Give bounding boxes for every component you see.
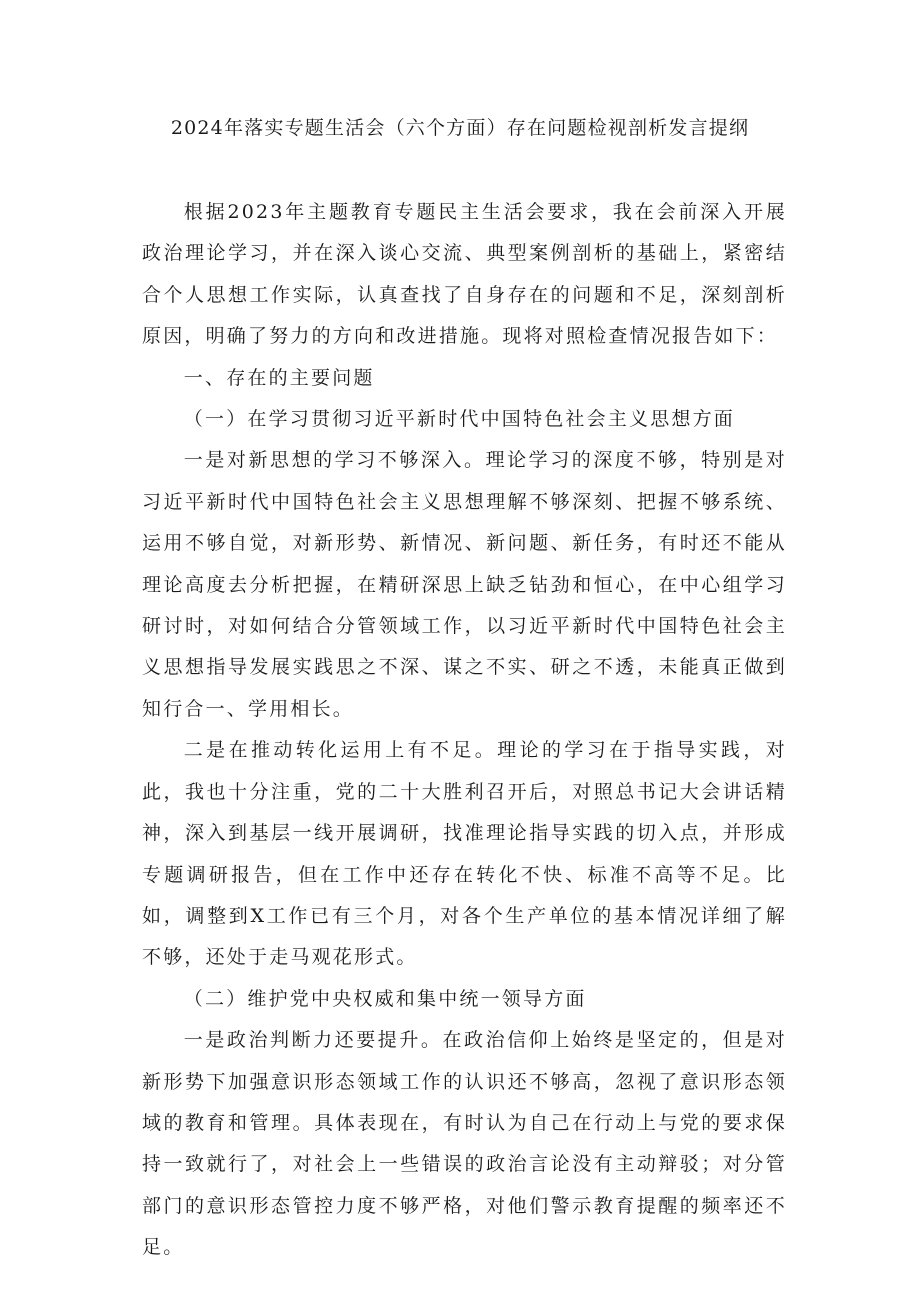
document-title: 2024年落实专题生活会（六个方面）存在问题检视剖析发言提纲 bbox=[170, 117, 750, 139]
body-paragraph: 一是对新思想的学习不够深入。理论学习的深度不够，特别是对习近平新时代中国特色社会主义思想理解不够深刻、把握不够系统、运用不够自觉，对新形势、新情况、新问题、新任务，有时还不能从理论高度去分析把握，在精研深思上缺乏钻劲和恒心，在中心组学习研讨时，对如何结合分管领域工作，以习近平新时代中国特色社会主义思想指导发展实践思之不深、谋之不实、研之不透，未能真正做到知行合一、学用相长。 bbox=[142, 449, 787, 720]
body-paragraph: 一是政治判断力还要提升。在政治信仰上始终是坚定的，但是对新形势下加强意识形态领域工作的认识还不够高，忽视了意识形态领域的教育和管理。具体表现在，有时认为自己在行动上与党的要求保持一致就行了，对社会上一些错误的政治言论没有主动辩驳；对分管部门的意识形态管控力度不够严格，对他们警示教育提醒的频率还不足。 bbox=[142, 1029, 787, 1259]
section-heading: 一、存在的主要问题 bbox=[183, 366, 375, 389]
subsection-heading: （二）维护党中央权威和集中统一领导方面 bbox=[183, 987, 587, 1010]
subsection-heading: （一）在学习贯彻习近平新时代中国特色社会主义思想方面 bbox=[183, 408, 735, 431]
document-body bbox=[142, 192, 787, 1269]
intro-paragraph: 根据2023年主题教育专题民主生活会要求，我在会前深入开展政治理论学习，并在深入谈心交流、典型案例剖析的基础上，紧密结合个人思想工作实际，认真查找了自身存在的问题和不足，深刻剖析原因，明确了努力的方向和改进措施。现将对照检查情况报告如下： bbox=[142, 201, 787, 348]
body-paragraph: 二是在推动转化运用上有不足。理论的学习在于指导实践，对此，我也十分注重，党的二十大胜利召开后，对照总书记大会讲话精神，深入到基层一线开展调研，找准理论指导实践的切入点，并形成专题调研报告，但在工作中还存在转化不快、标准不高等不足。比如，调整到X工作已有三个月，对各个生产单位的基本情况详细了解不够，还处于走马观花形式。 bbox=[142, 739, 787, 969]
